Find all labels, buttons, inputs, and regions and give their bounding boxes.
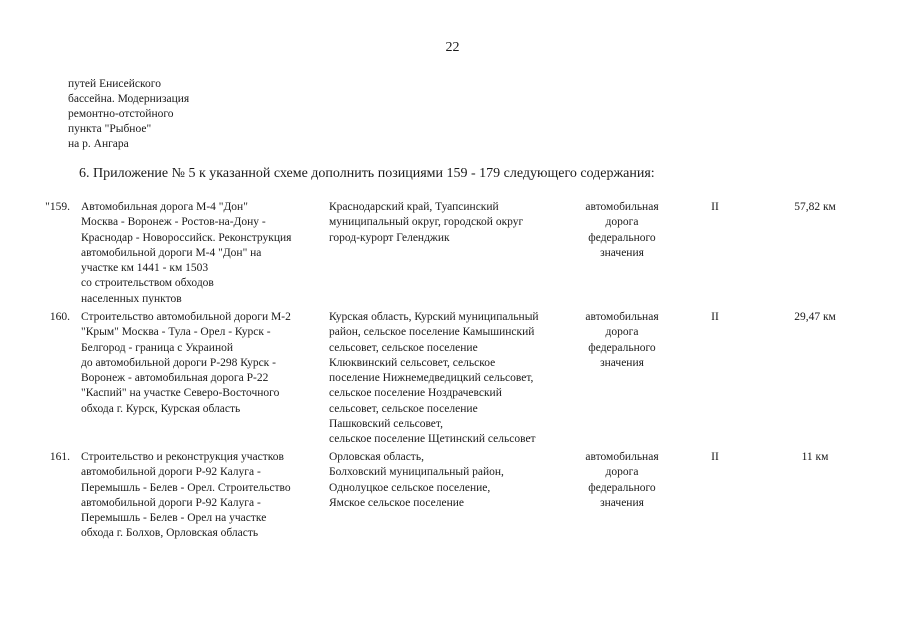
object-length: 29,47 км: [794, 311, 836, 323]
object-length: 57,82 км: [794, 201, 836, 213]
continuation-text: путей Енисейского бассейна. Модернизация ремонтно-отстойного пункта "Рыбное" на р. Ангара: [68, 78, 190, 150]
section-heading: 6. Приложение № 5 к указанной схеме дополнить позициями 159 - 179 следующего содержания:: [79, 166, 655, 181]
object-type: автомобильная дорога федерального значения: [585, 451, 659, 509]
object-type: автомобильная дорога федерального значения: [585, 201, 659, 259]
page-number: 22: [445, 40, 460, 55]
object-category: II: [711, 451, 719, 463]
object-location: Орловская область, Болховский муниципальный район, Однолуцкое сельское поселение, Ямское сельское поселение: [329, 451, 504, 509]
row-number: 161.: [49, 451, 70, 463]
object-category: II: [711, 201, 719, 213]
object-category: II: [711, 311, 719, 323]
object-location: Курская область, Курский муниципальный район, сельское поселение Камышинский сельсовет, сельское поселение Клюквинский сельсовет, сельское поселение Нижнемедведицкий сельсовет, сельское поселение Ноздрачевский сельсовет, сельское поселение Пашковский сельсовет, сельское поселение Щетинский сельсовет: [329, 311, 539, 446]
object-type: автомобильная дорога федерального значения: [585, 311, 659, 369]
object-length: 11 км: [801, 451, 829, 463]
object-name: Строительство автомобильной дороги М-2 "Крым" Москва - Тула - Орел - Курск - Белгород - граница с Украиной до автомобильной дороги Р-298 Курск - Воронеж - автомобильная дорога Р-22 "Каспий" на участке Северо-Восточного обхода г. Курск, Курская область: [81, 311, 291, 415]
object-name: Строительство и реконструкция участков автомобильной дороги Р-92 Калуга - Перемышль - Белев - Орел. Строительство автомобильной дороги Р-92 Калуга - Перемышль - Белев - Орел на участке обхода г. Болхов, Орловская область: [81, 451, 291, 540]
row-number: "159.: [45, 201, 70, 213]
object-location: Краснодарский край, Туапсинский муниципальный округ, городской округ город-курорт Геленджик: [329, 201, 524, 244]
object-name: Автомобильная дорога М-4 "Дон" Москва - Воронеж - Ростов-на-Дону - Краснодар - Новороссийск. Реконструкция автомобильной дороги М-4 "Дон" на участке км 1441 - км 1503 со строительством обходов населенных пунктов: [81, 201, 292, 305]
row-number: 160.: [49, 311, 70, 323]
